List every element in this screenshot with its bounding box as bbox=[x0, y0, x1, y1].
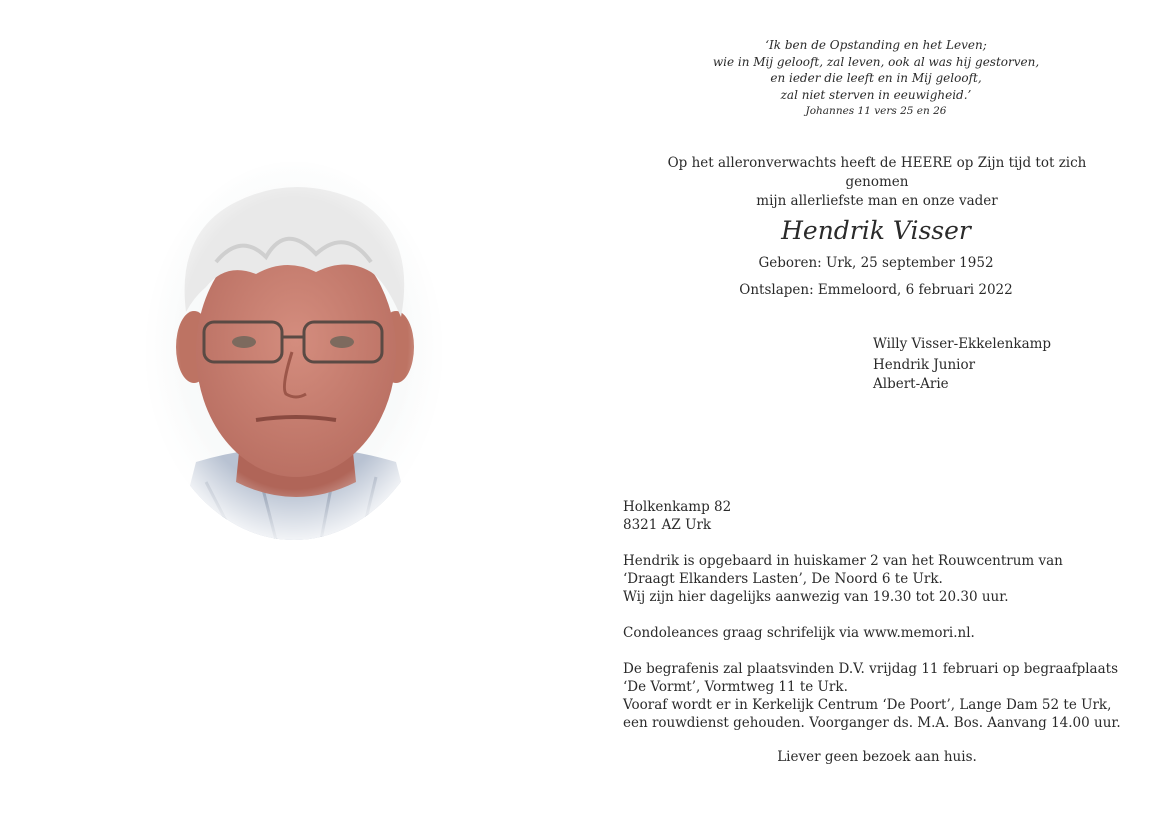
funeral-line: ‘De Vormt’, Vormtweg 11 te Urk. bbox=[623, 679, 848, 695]
verse-reference: Johannes 11 vers 25 en 26 bbox=[805, 105, 947, 117]
address-street: Holkenkamp 82 bbox=[623, 499, 732, 515]
verse-line: wie in Mij gelooft, zal leven, ook al was hij gestorven, bbox=[712, 54, 1040, 69]
announcement-line: Op het alleronverwachts heeft de HEERE op Zijn tijd tot zich genomen bbox=[667, 155, 1087, 190]
funeral-line: een rouwdienst gehouden. Voorganger ds. M.A. Bos. Aanvang 14.00 uur. bbox=[623, 715, 1121, 731]
death-info: Ontslapen: Emmeloord, 6 februari 2022 bbox=[739, 282, 1013, 298]
no-visit-note: Liever geen bezoek aan huis. bbox=[777, 749, 977, 765]
address-city: 8321 AZ Urk bbox=[623, 517, 712, 533]
death-announcement bbox=[636, 154, 1118, 211]
correspondence-address bbox=[623, 498, 1103, 534]
family-child: Albert-Arie bbox=[873, 376, 949, 392]
verse-line: en ieder die leeft en in Mij gelooft, bbox=[770, 71, 982, 85]
family-list bbox=[873, 335, 1051, 394]
viewing-info bbox=[623, 552, 1103, 606]
announcement-line: mijn allerliefste man en onze vader bbox=[756, 193, 998, 209]
family-spouse: Willy Visser-Ekkelenkamp bbox=[873, 336, 1052, 352]
viewing-line: Wij zijn hier dagelijks aanwezig van 19.30 tot 20.30 uur. bbox=[623, 589, 1009, 605]
birth-info: Geboren: Urk, 25 september 1952 bbox=[758, 255, 994, 271]
deceased-name: Hendrik Visser bbox=[781, 216, 971, 245]
verse-line: zal niet sterven in eeuwigheid.’ bbox=[780, 87, 972, 102]
bible-verse bbox=[700, 37, 1052, 120]
funeral-line: De begrafenis zal plaatsvinden D.V. vrijdag 11 februari op begraafplaats bbox=[623, 661, 1118, 677]
condolences-info: Condoleances graag schrifelijk via www.memori.nl. bbox=[623, 625, 975, 641]
viewing-line: Hendrik is opgebaard in huiskamer 2 van het Rouwcentrum van bbox=[623, 553, 1063, 569]
funeral-info bbox=[623, 660, 1121, 732]
portrait-photo bbox=[146, 162, 442, 540]
funeral-line: Vooraf wordt er in Kerkelijk Centrum ‘De Poort’, Lange Dam 52 te Urk, bbox=[623, 697, 1112, 713]
family-child: Hendrik Junior bbox=[873, 357, 976, 373]
viewing-line: ‘Draagt Elkanders Lasten’, De Noord 6 te Urk. bbox=[623, 571, 943, 587]
verse-line: ‘Ik ben de Opstanding en het Leven; bbox=[765, 38, 987, 52]
